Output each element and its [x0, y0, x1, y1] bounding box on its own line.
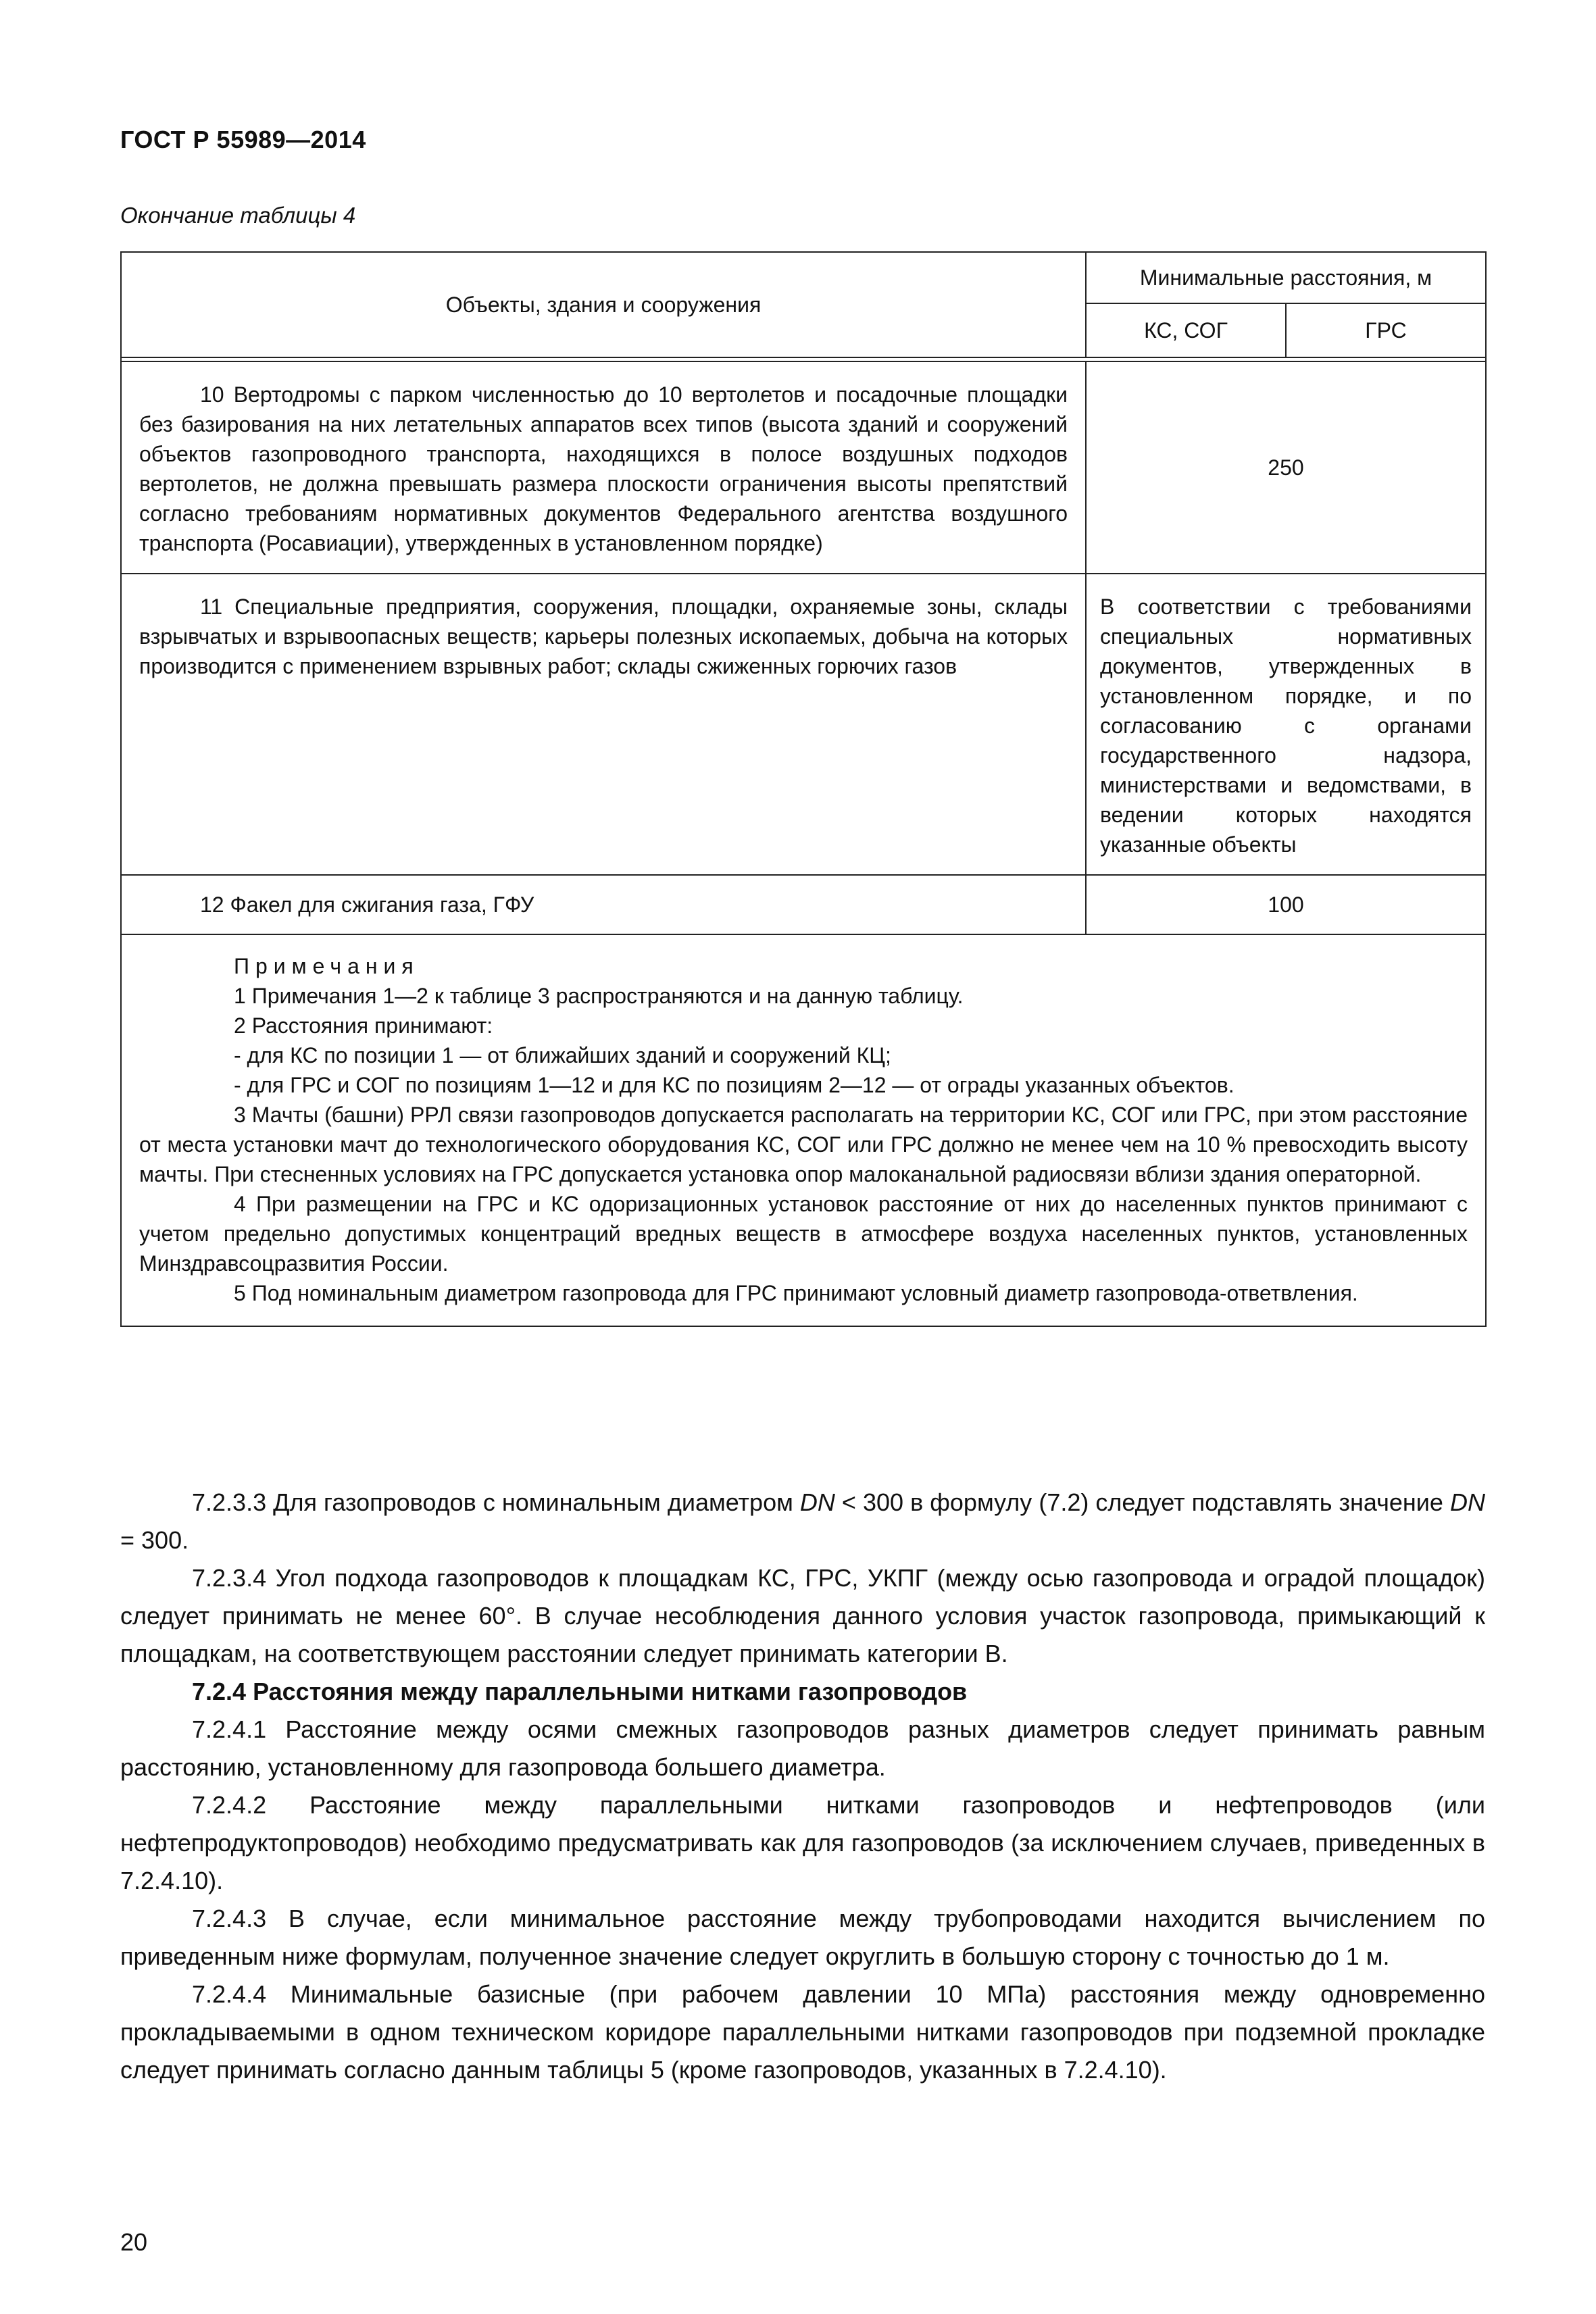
table-row — [121, 361, 1486, 574]
table-caption: Окончание таблицы 4 — [120, 203, 356, 228]
table-notes — [121, 934, 1486, 1326]
paragraph-7-2-4-2: 7.2.4.2 Расстояние между параллельными нитками газопроводов и нефтепроводов (или нефтепродуктопроводов) необходимо предусматривать как для газопроводов (за исключением случаев, приведенных в 7.2.4.10). — [120, 1791, 1485, 1894]
distance-table — [120, 251, 1487, 1327]
paragraph-7-2-4-4: 7.2.4.4 Минимальные базисные (при рабочем давлении 10 МПа) расстояния между одновременно прокладываемыми в одном техническом коридоре параллельными нитками газопроводов при подземной прокладке следует принимать согласно данным таблицы 5 (кроме газопроводов, указанных в 7.2.4.10). — [120, 1980, 1485, 2084]
paragraph-7-2-4-1: 7.2.4.1 Расстояние между осями смежных газопроводов разных диаметров следует принимать равным расстоянию, установленному для газопровода большего диаметра. — [120, 1715, 1485, 1781]
note-2b: - для ГРС и СОГ по позициям 1—12 и для КС по позициям 2—12 — от ограды указанных объектов. — [234, 1073, 1235, 1097]
note-1: 1 Примечания 1—2 к таблице 3 распространяются и на данную таблицу. — [234, 984, 964, 1008]
paragraph-7-2-3-4: 7.2.3.4 Угол подхода газопроводов к площадкам КС, ГРС, УКПГ (между осью газопровода и оградой площадок) следует принимать не менее 60°. В случае несоблюдения данного условия участок газопровода, примыкающий к площадкам, на соответствующем расстоянии следует принимать категории В. — [120, 1564, 1485, 1667]
row-value: 250 — [1086, 361, 1486, 574]
note-3: 3 Мачты (башни) РРЛ связи газопроводов допускается располагать на территории КС, СОГ или ГРС, при этом расстояние от места установки мачт до технологического оборудования КС, СОГ или ГРС должно не менее чем на 10 % превосходить высоту мачты. При стесненных условиях на ГРС допускается установка опор малоканальной радиосвязи вблизи здания операторной. — [139, 1103, 1468, 1186]
row-value: 100 — [1086, 875, 1486, 934]
document-code: ГОСТ Р 55989—2014 — [120, 126, 366, 153]
header-objects: Объекты, здания и сооружения — [121, 252, 1086, 357]
notes-title: Примечания — [234, 954, 420, 978]
row-value: В соответствии с требованиями специальных нормативных документов, утвержденных в установленном порядке, и по согласованию с органами государственного надзора, министерствами и ведомствами, в ведении которых находятся указанные объекты — [1086, 574, 1486, 875]
row-object: 12 Факел для сжигания газа, ГФУ — [121, 875, 1086, 934]
note-5: 5 Под номинальным диаметром газопровода для ГРС принимают условный диаметр газопровода-ответвления. — [234, 1281, 1358, 1305]
subsection-heading-7-2-4: 7.2.4 Расстояния между параллельными нитками газопроводов — [192, 1678, 968, 1705]
note-2a: - для КС по позиции 1 — от ближайших зданий и сооружений КЦ; — [234, 1043, 891, 1067]
notes-row — [121, 934, 1486, 1326]
note-4: 4 При размещении на ГРС и КС одоризационных установок расстояние от них до населенных пунктов принимают с учетом предельно допустимых концентраций вредных веществ в атмосфере воздуха населенных пунктов, установленных Минздравсоцразвития России. — [139, 1192, 1468, 1276]
page-number: 20 — [120, 2228, 148, 2256]
table-row — [121, 574, 1486, 875]
note-2: 2 Расстояния принимают: — [234, 1013, 493, 1038]
row-object: 10 Вертодромы с парком численностью до 10 вертолетов и посадочные площадки без базирования на них летательных аппаратов всех типов (высота зданий и сооружений объектов газопроводного транспорта, находящихся в полосе воздушных подходов вертолетов, не должна превышать размера плоскости ограничения высоты препятствий согласно требованиям нормативных документов Федерального агентства воздушного транспорта (Росавиации), утвержденных в установленном порядке) — [121, 361, 1086, 574]
paragraph-7-2-3-3: 7.2.3.3 Для газопроводов с номинальным диаметром DN < 300 в формулу (7.2) следует подставлять значение DN = 300. — [120, 1488, 1485, 1554]
header-min-distances: Минимальные расстояния, м — [1086, 252, 1486, 303]
row-object: 11 Специальные предприятия, сооружения, площадки, охраняемые зоны, склады взрывчатых и взрывоопасных веществ; карьеры полезных ископаемых, добыча на которых производится с применением взрывных работ; склады сжиженных горючих газов — [121, 574, 1086, 875]
header-ks-sog: КС, СОГ — [1086, 303, 1286, 357]
body-text — [120, 1484, 1485, 2089]
header-grs: ГРС — [1286, 303, 1486, 357]
paragraph-7-2-4-3: 7.2.4.3 В случае, если минимальное расстояние между трубопроводами находится вычислением по приведенным ниже формулам, полученное значение следует округлить в большую сторону с точностью до 1 м. — [120, 1905, 1485, 1970]
table-row — [121, 875, 1486, 934]
